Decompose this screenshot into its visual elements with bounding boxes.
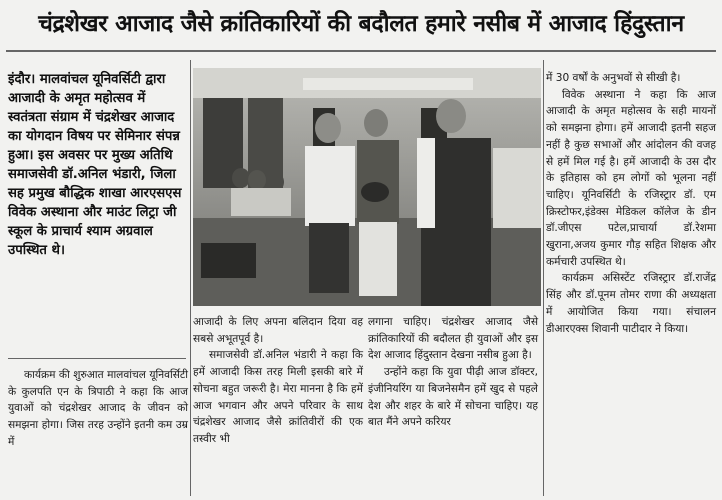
column-divider-2 (543, 60, 544, 496)
col3-paragraph-1: लगाना चाहिए। चंद्रशेखर आजाद जैसे क्रांतिकारियों की बदौलत ही युवाओं और इस देश आजाद हिंदुस्तान देखना नसीब हुआ है। (368, 316, 538, 362)
col4-paragraph-1: में 30 वर्षों के अनुभवों से सीखी है। (546, 72, 681, 84)
headline-rule (6, 50, 716, 52)
col1-paragraph: कार्यक्रम की शुरुआत मालवांचल यूनिवर्सिटी के कुलपति एन के त्रिपाठी ने कहा कि आज युवाओं को चंद्रशेखर आजाद के जीवन को समझना होगा। जिस तरह उन्होंने इतनी कम उम्र में (8, 369, 188, 448)
column-2 (193, 314, 363, 448)
col4-paragraph-3: कार्यक्रम असिस्टेंट रजिस्ट्रार डॉ.राजेंद्र सिंह और डॉ.पूनम तोमर राणा की अध्यक्षता में आयोजित किया गया। संचालन डीआरएक्स शिवानी पाटीदार ने किया। (546, 272, 716, 335)
event-photo-drawing (193, 68, 541, 306)
col2-paragraph-1: आजादी के लिए अपना बलिदान दिया वह सबसे अभूतपूर्व है। (193, 316, 363, 345)
headline: चंद्रशेखर आजाद जैसे क्रांतिकारियों की बदौलत हमारे नसीब में आजाद हिंदुस्तान (38, 11, 684, 37)
column-divider-1 (190, 60, 191, 496)
col2-paragraph-2: समाजसेवी डॉ.अनिल भंडारी ने कहा कि हमें आजादी किस तरह मिली इसकी बारे में सोचना बहुत जरूरी है। मेरा मानना है कि हमें आज भगवान और अपने परिवार के साथ चंद्रशेखर आजाद जैसे क्रांतिवीरों की एक तस्वीर भी (193, 349, 363, 445)
event-photo (193, 68, 541, 306)
column-3 (368, 314, 538, 431)
col3-paragraph-2: उन्होंने कहा कि युवा पीढ़ी आज डॉक्टर, इंजीनियरिंग या बिजनेसमैन हमें खुद से पहले देश और शहर के बारे में सोचना चाहिए। यह बात मैंने अपने करियर (368, 366, 538, 429)
col4-paragraph-2: विवेक अस्थाना ने कहा कि आज आजादी के अमृत महोत्सव के सही मायनों को समझना होगा। हमें आजादी इतनी सहज नहीं है कुछ सभाओं और आंदोलन की वजह से हमें मिल गई है। हमें आजादी के उस दौर के इतिहास को हम लोगों को भूलना नहीं चाहिए। यूनिवर्सिटी के रजिस्ट्रार डॉ. एम क्रिस्टोफर,इंडेक्स मेडिकल कॉलेज के डीन डॉ.जीएस पटेल,प्राचार्या डॉ.रेशमा खुराना,अजय कुमार गौड़ सहित शिक्षक और कर्मचारी उपस्थित थे। (546, 88, 716, 268)
lead-divider (8, 358, 186, 359)
lead-paragraph: इंदौर। मालवांचल यूनिवर्सिटी द्वारा आजादी के अमृत महोत्सव में स्वतंत्रता संग्राम में चंद्रशेखर आजाद का योगदान विषय पर सेमिनार संपन्न हुआ। इस अवसर पर मुख्य अतिथि समाजसेवी डॉ.अनिल भंडारी, जिला सह प्रमुख बौद्धिक शाखा आरएसएस विवेक अस्थाना और माउंट लिट्रा जी स्कूल के प्राचार्य श्याम अग्रवाल उपस्थित थे। (8, 72, 182, 258)
column-1 (8, 367, 188, 451)
column-4 (546, 70, 716, 337)
